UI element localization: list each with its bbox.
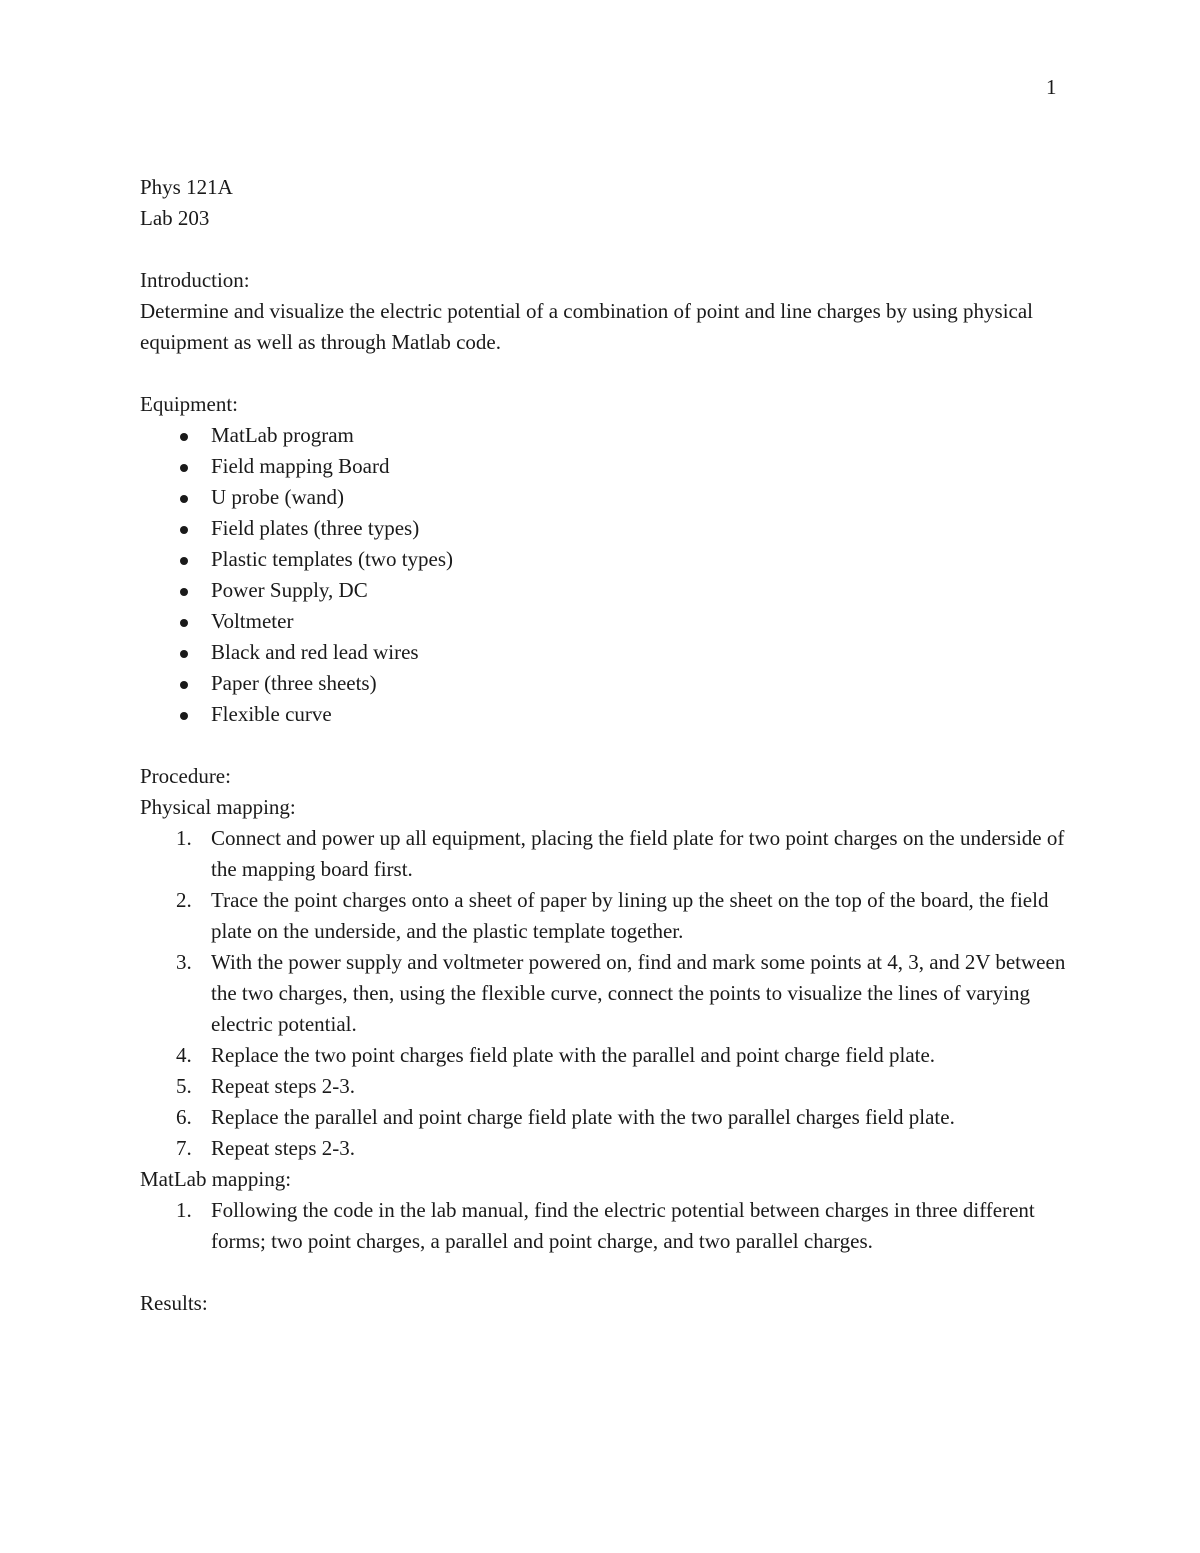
page-number: 1 [1046,75,1057,99]
list-item: Power Supply, DC [140,575,1070,606]
list-item: Black and red lead wires [140,637,1070,668]
list-item: Field plates (three types) [140,513,1070,544]
equipment-list [140,420,1070,730]
list-item: Flexible curve [140,699,1070,730]
list-item: Paper (three sheets) [140,668,1070,699]
list-item: 1. Connect and power up all equipment, placing the field plate for two point charges on the underside of the mapping board first. [176,826,1065,881]
lab-title: Lab 203 [140,206,210,230]
list-item: Plastic templates (two types) [140,544,1070,575]
bullet-icon [180,681,188,689]
bullet-icon [180,557,188,565]
list-item: 7. Repeat steps 2-3. [176,1136,356,1160]
list-item: U probe (wand) [140,482,1070,513]
bullet-icon [180,712,188,720]
bullet-icon [180,433,188,441]
course-title: Phys 121A [140,175,233,199]
physical-mapping-steps [140,823,1070,1164]
matlab-mapping-steps [140,1195,1070,1257]
matlab-mapping-heading: MatLab mapping: [140,1167,292,1191]
list-item: 6. Replace the parallel and point charge field plate with the two parallel charges field plate. [176,1105,955,1129]
introduction-text: Determine and visualize the electric potential of a combination of point and line charges by using physical equipment as well as through Matlab code. [140,299,1034,354]
list-item: 1. Following the code in the lab manual, find the electric potential between charges in three different forms; two point charges, a parallel and point charge, and two parallel charges. [176,1198,1035,1253]
list-item: 4. Replace the two point charges field plate with the parallel and point charge field plate. [176,1043,936,1067]
bullet-icon [180,526,188,534]
bullet-icon [180,588,188,596]
introduction-heading: Introduction: [140,268,250,292]
document-body [140,172,1070,1319]
procedure-heading: Procedure: [140,764,231,788]
list-item: 5. Repeat steps 2-3. [176,1074,356,1098]
physical-mapping-heading: Physical mapping: [140,795,296,819]
list-item: 2. Trace the point charges onto a sheet of paper by lining up the sheet on the top of the board, the field plate on the underside, and the plastic template together. [176,888,1049,943]
list-item: Field mapping Board [140,451,1070,482]
bullet-icon [180,650,188,658]
bullet-icon [180,495,188,503]
bullet-icon [180,619,188,627]
equipment-heading: Equipment: [140,392,238,416]
list-item: 3. With the power supply and voltmeter powered on, find and mark some points at 4, 3, and 2V between the two charges, then, using the flexible curve, connect the points to visualize the lines of varying electric potential. [176,950,1066,1036]
bullet-icon [180,464,188,472]
list-item: Voltmeter [140,606,1070,637]
list-item: MatLab program [140,420,1070,451]
results-heading: Results: [140,1291,208,1315]
